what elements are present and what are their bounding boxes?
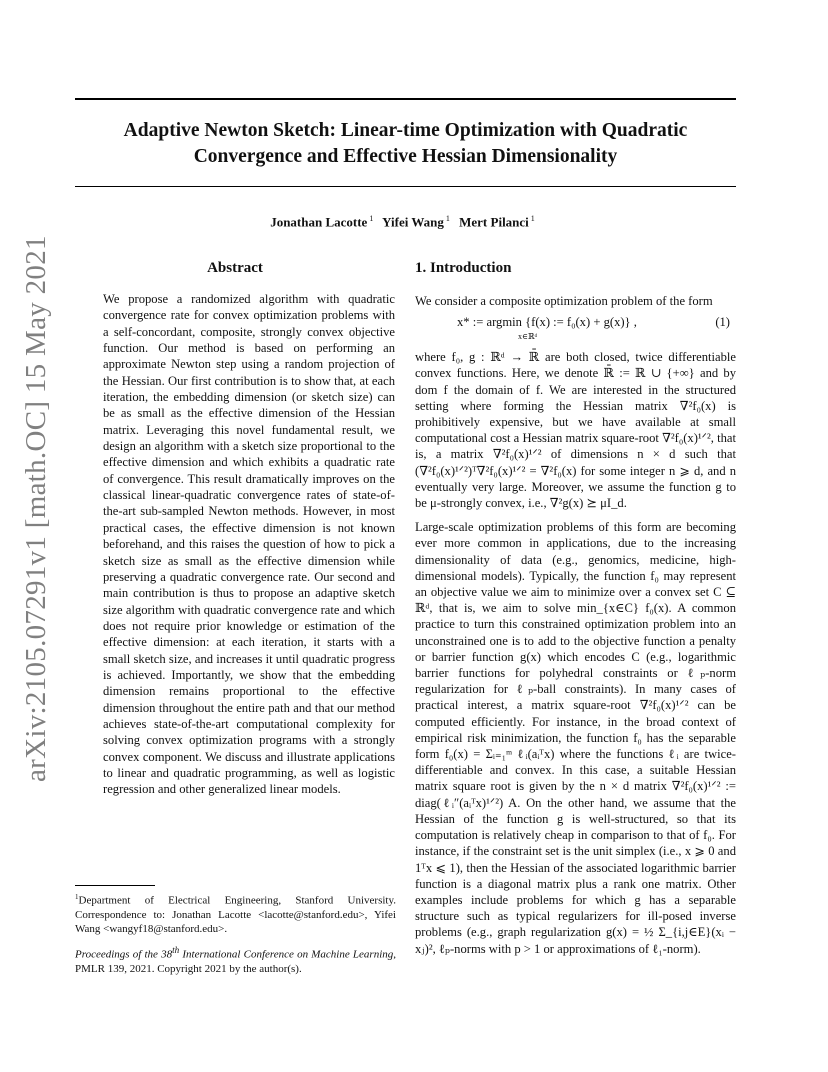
affiliation-mark: 1 (530, 214, 535, 223)
equation-body: x* := argmin {f(x) := f₀(x) + g(x)} , (457, 315, 637, 330)
title-rule-top (75, 98, 736, 100)
intro-paragraph: where f₀, g : ℝᵈ → ℝ̄ are both closed, twice differentiable convex functions. Here, we denote ℝ̄ := ℝ ∪ {+∞} and by dom f the domain of f. We are interested in the structured setting where forming the Hessian matrix ∇²f₀(x) is prohibitively expensive, but we have available at small computational cost a Hessian matrix square-root ∇²f₀(x)¹ᐟ², that is, a matrix ∇²f₀(x)¹ᐟ² of dimensions n × d such that (∇²f₀(x)¹ᐟ²)ᵀ∇²f₀(x)¹ᐟ² = ∇²f₀(x) for some integer n ⩾ d, and n eventually very large. Moreover, we assume the function g to be μ-strongly convex, i.e., ∇²g(x) ⪰ μI_d. (415, 350, 736, 511)
arxiv-stamp: arXiv:2105.07291v1 [math.OC] 15 May 2021 (20, 235, 52, 782)
abstract-heading: Abstract (207, 260, 263, 276)
affiliation-mark: 1 (445, 214, 450, 223)
proceedings-copyright: , PMLR 139, 2021. Copyright 2021 by the author(s). (75, 948, 396, 975)
intro-paragraph: We consider a composite optimization problem of the form (415, 294, 713, 308)
equation-subscript: x∈ℝᵈ (518, 332, 538, 342)
footnote-rule (75, 885, 155, 886)
footnote-mark: 1 (75, 893, 79, 901)
proceedings-venue-sup: th (172, 945, 180, 955)
introduction-heading: 1. Introduction (415, 260, 512, 276)
right-column (415, 260, 736, 957)
author-name: Mert Pilanci (459, 214, 529, 230)
author-name: Yifei Wang (382, 214, 444, 230)
proceedings-venue-b: International Conference on Machine Learning (179, 948, 394, 961)
affiliation-footnote (75, 890, 396, 936)
proceedings-venue-a: Proceedings of the 38 (75, 948, 173, 961)
author-name: Jonathan Lacotte (270, 214, 368, 230)
intro-paragraph: Large-scale optimization problems of this form are becoming ever more common in applications, due to the increasing dimensionality of data (e.g., genomics, medicine, high-dimensional models). Typically, the function f₀ may represent an objective value we aim to minimize over a convex set C ⊆ ℝᵈ, that is, we aim to solve min_{x∈C} f₀(x). A common practice to turn this constrained optimization problem into an unconstrained one is to add to the objective function a penalty or barrier function g(x) which encodes C (e.g., logarithmic barrier functions for polyhedral constraints or ℓₚ-norm regularization for ℓₚ-ball constraints). In many cases of practical interest, a matrix square-root ∇²f₀(x)¹ᐟ² can be computed efficiently. For instance, in the broad context of empirical risk minimization, the function f₀ has the separable form f₀(x) = Σᵢ₌₁ᵐ ℓᵢ(aᵢᵀx) where the functions ℓᵢ are twice-differentiable and convex. In this case, a suitable Hessian matrix square root is given by the n × d matrix ∇²f₀(x)¹ᐟ² := diag(ℓᵢ″(aᵢᵀx)¹ᐟ²) A. On the other hand, we assume that the Hessian of the function g is well-structured, so that its computation is relatively cheap in comparison to that of f₀. For instance, if the constraint set is the unit simplex (i.e., x ⩾ 0 and 1ᵀx ⩽ 1), then the Hessian of the associated logarithmic barrier function is a diagonal matrix plus a rank one matrix. Other examples include problems for which g has a separable structure such as typical regularizers for ill-posed inverse problems (e.g., graph regularization g(x) = ½ Σ_{i,j∈E}(xᵢ − xⱼ)², ℓₚ-norms with p > 1 or approximations of ℓ₁-norm). (415, 520, 736, 956)
equation-1 (415, 313, 736, 349)
title-rule-bottom (75, 186, 736, 187)
paper-title: Adaptive Newton Sketch: Linear-time Optimization with Quadratic Convergence and Effective Hessian Dimensionality (123, 120, 688, 167)
equation-number: (1) (715, 315, 730, 330)
author-list (75, 214, 736, 230)
left-column (75, 260, 395, 798)
abstract-body: We propose a randomized algorithm with quadratic convergence rate for convex optimization problems with a self-concordant, composite, strongly convex objective function. Our method is based on performing an approximate Newton step using a random projection of the Hessian. Our first contribution is to show that, at each iteration, the embedding dimension (or sketch size) can be as small as the effective dimension of the Hessian matrix. Leveraging this novel fundamental result, we design an algorithm with a sketch size proportional to the effective dimension and which exhibits a quadratic rate of convergence. This result dramatically improves on the classical linear-quadratic convergence rates of state-of-the-art sub-sampled Newton methods. However, in most practical cases, the effective dimension is not known beforehand, and this raises the question of how to pick a sketch size as small as the effective dimension while preserving a quadratic convergence rate. Our second and main contribution is thus to propose an adaptive sketch size algorithm with quadratic convergence rate and which does not require prior knowledge or estimation of the effective dimension: at each iteration, it starts with a small sketch size, and increases it until quadratic progress is achieved. Importantly, we show that the embedding dimension remains proportional to the effective dimension throughout the entire path and that our method achieves state-of-the-art computational complexity for solving convex optimization programs with a strongly convex component. We discuss and illustrate applications to linear and quadratic programming, as well as logistic regression and other generalized linear models. (103, 292, 395, 797)
affiliation-mark: 1 (369, 214, 374, 223)
proceedings-note (75, 943, 396, 976)
footnote-text: Department of Electrical Engineering, Stanford University. Correspondence to: Jonathan Lacotte <lacotte@stanford.edu>, Yifei Wang <wangyf18@stanford.edu>. (75, 894, 396, 935)
